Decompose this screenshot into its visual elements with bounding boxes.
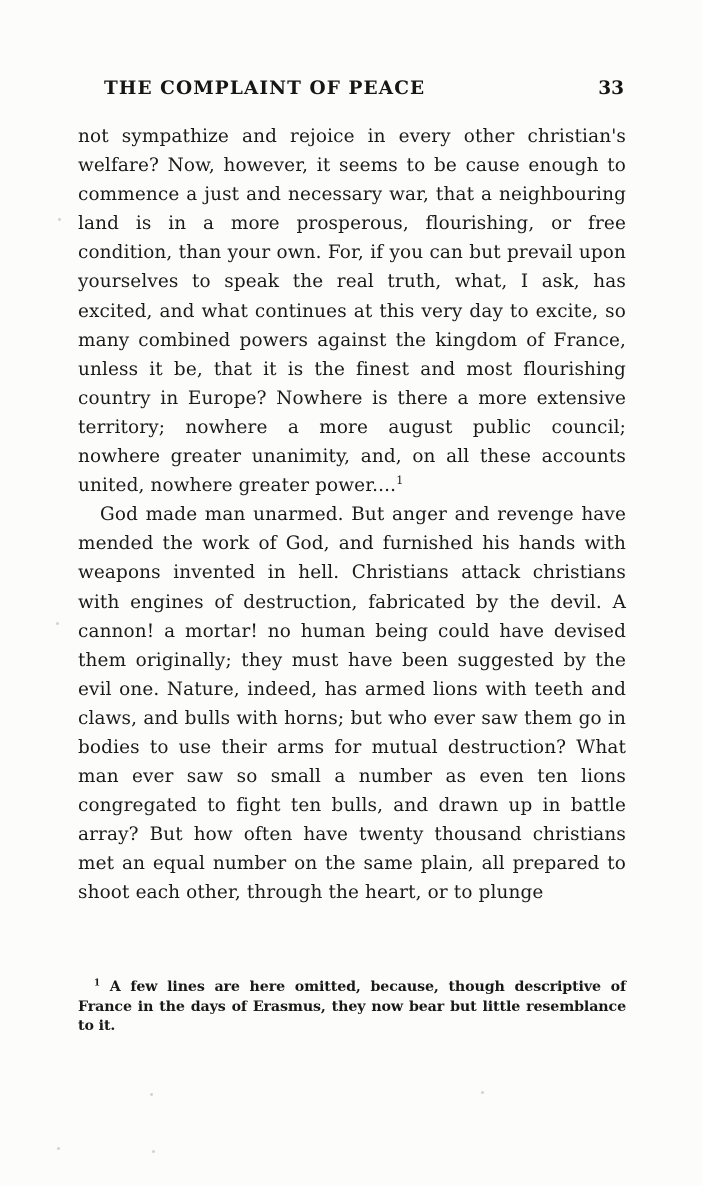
footnote-reference: 1 [396, 473, 404, 487]
running-title: THE COMPLAINT OF PEACE [104, 78, 426, 99]
footnote-block [78, 978, 626, 1037]
page-header [78, 78, 624, 99]
footnote-text: A few lines are here omitted, because, though descriptive of France in the days of Erasmus, they now bear but little resemblance to it. [78, 979, 626, 1035]
paper-speck [152, 1150, 155, 1153]
footnote [78, 978, 626, 1037]
paragraph-text: not sympathize and rejoice in every other christian's welfare? Now, however, it seems to be cause enough to commence a just and necessary war, that a neighbouring land is in a more prosperous, flourishing, or free condition, than your own. For, if you can but prevail upon yourselves to speak the real truth, what, I ask, has excited, and what continues at this very day to excite, so many combined powers against the kingdom of France, unless it be, that it is the finest and most flourishing country in Europe? Nowhere is there a more extensive territory; nowhere a more august public council; nowhere greater unanimity, and, on all these accounts united, nowhere greater power.... [78, 126, 626, 497]
paper-speck [57, 1147, 60, 1150]
footnote-marker: 1 [94, 978, 101, 989]
body-text [78, 122, 626, 908]
paper-speck [56, 622, 59, 625]
paper-speck [58, 218, 61, 221]
paragraph: God made man unarmed. But anger and revenge have mended the work of God, and furnished his hands with weapons invented in hell. Christians attack christians with engines of destruction, fabricated by the devil. A cannon! a mortar! no human being could have devised them originally; they must have been suggested by the evil one. Nature, indeed, has armed lions with teeth and claws, and bulls with horns; but who ever saw them go in bodies to use their arms for mutual destruction? What man ever saw so small a number as even ten lions congregated to fight ten bulls, and drawn up in battle array? But how often have twenty thousand christians met an equal number on the same plain, all prepared to shoot each other, through the heart, or to plunge [78, 504, 626, 904]
paragraph [78, 122, 626, 500]
page-number: 33 [598, 78, 624, 99]
paper-speck [150, 1093, 153, 1096]
paper-speck [481, 1091, 484, 1094]
